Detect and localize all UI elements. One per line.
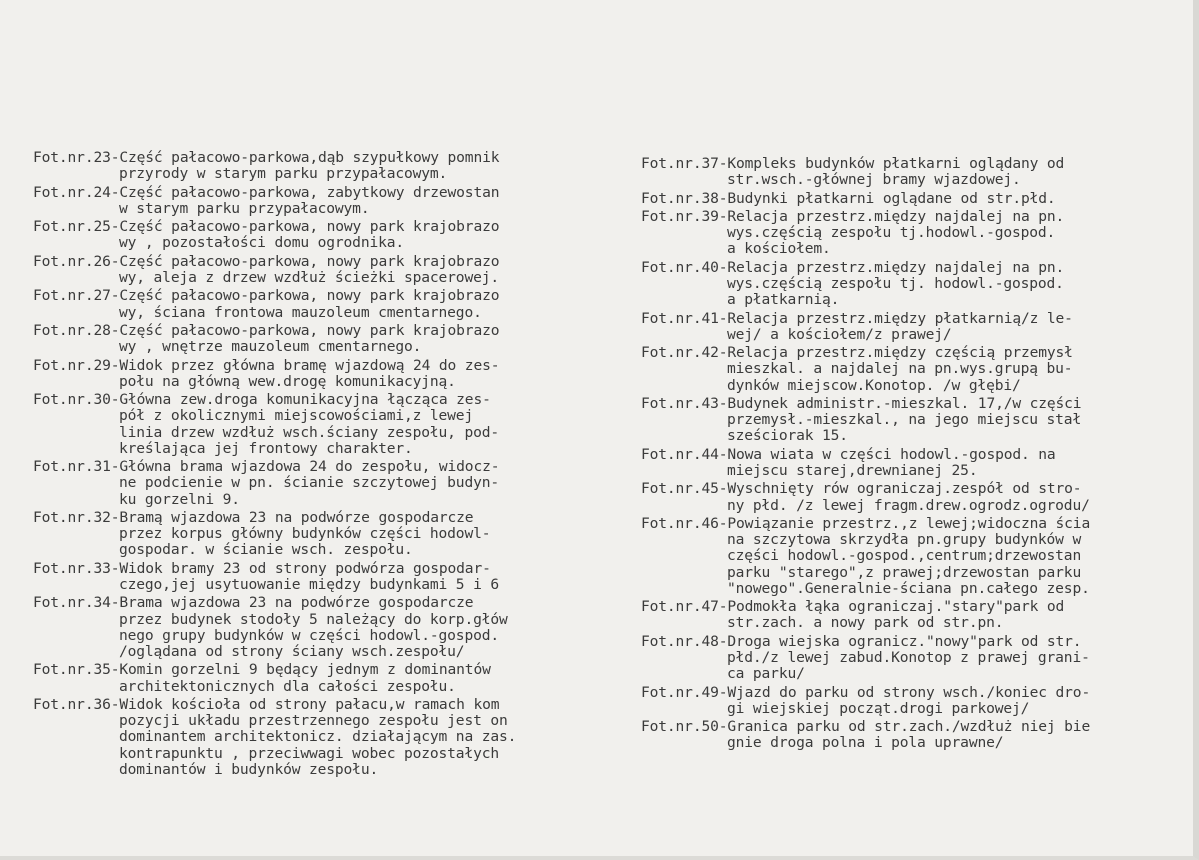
caption-continuation-line: wej/ a kościołem/z prawej/ [727,325,952,343]
caption-continuation-line: mieszkal. a najdalej na pn.wys.grupą bu- [727,360,1073,378]
caption-first-line: Fot.nr.34-Brama wjazdowa 23 na podwórze gospodarcze [33,594,474,612]
photo-caption-entry [33,561,618,593]
photo-caption-entry [641,209,1186,258]
caption-first-line: Fot.nr.43-Budynek administr.-mieszkal. 17,/w części [641,394,1082,412]
caption-continuation-line: kreślająca jej frontowy charakter. [119,439,413,457]
caption-continuation-line: w starym parku przypałacowym. [119,199,370,217]
caption-continuation-line: linia drzew wzdłuż wsch.ściany zespołu, pod- [119,423,499,441]
photo-caption-entry [33,510,618,559]
caption-first-line: Fot.nr.23-Część pałacowo-parkowa,dąb szypułkowy pomnik [33,149,500,166]
photo-caption-entry [641,516,1186,597]
caption-first-line: Fot.nr.37-Kompleks budynków płatkarni oglądany od [641,155,1065,172]
photo-caption-entry [33,392,618,457]
photo-caption-entry [641,260,1186,309]
caption-continuation-line: pół z okolicznymi miejscowościami,z lewej [119,407,474,425]
caption-first-line: Fot.nr.24-Część pałacowo-parkowa, zabytkowy drzewostan [33,183,500,201]
caption-continuation-line: a kościołem. [727,240,831,258]
caption-first-line: Fot.nr.41-Relacja przestrz.między płatkarnią/z le- [641,309,1073,327]
photo-caption-entry [641,156,1186,188]
photo-caption-entry [641,396,1186,445]
photo-caption-entry [33,662,618,694]
caption-continuation-line: wy, ściana frontowa mauzoleum cmentarnego. [119,303,482,321]
photo-caption-entry [641,311,1186,343]
photo-caption-entry [33,219,618,251]
caption-continuation-line: pozycji układu przestrzennego zespołu jest on [119,712,508,730]
photo-caption-entry [33,150,618,182]
caption-first-line: Fot.nr.32-Bramą wjazdowa 23 na podwórze gospodarcze [33,508,474,526]
caption-continuation-line: wys.częścią zespołu tj. hodowl.-gospod. [727,274,1064,292]
left-column [33,150,618,780]
caption-continuation-line: części hodowl.-gospod.,centrum;drzewostan [727,547,1082,565]
caption-first-line: Fot.nr.42-Relacja przestrz.między częścią przemysł [641,344,1073,362]
caption-first-line: Fot.nr.50-Granica parku od str.zach./wzdłuż niej bie [641,718,1091,736]
caption-continuation-line: /oglądana od strony ściany wsch.zespołu/ [119,642,465,660]
caption-continuation-line: str.zach. a nowy park od str.pn. [727,614,1004,632]
caption-first-line: Fot.nr.47-Podmokła łąka ograniczaj."stary"park od [641,598,1065,616]
photo-caption-entry [641,719,1186,751]
caption-continuation-line: przez budynek stodoły 5 należący do korp.głów [119,610,508,628]
caption-continuation-line: dominantem architektonicz. działającym na zas. [119,728,517,746]
caption-first-line: Fot.nr.36-Widok kościoła od strony pałacu,w ramach kom [33,695,500,713]
caption-continuation-line: ne podcienie w pn. ścianie szczytowej budyn- [119,474,499,492]
caption-continuation-line: a płatkarnią. [727,291,840,309]
caption-continuation-line: nego grupy budynków w części hodowl.-gospod. [119,626,499,644]
caption-continuation-line: ny płd. /z lewej fragm.drew.ogrodz.ogrodu/ [727,496,1090,514]
caption-continuation-line: miejscu starej,drewnianej 25. [727,461,978,479]
caption-first-line: Fot.nr.30-Główna zew.droga komunikacyjna łącząca zes- [33,391,491,409]
photo-caption-entry [33,697,618,778]
caption-first-line: Fot.nr.33-Widok bramy 23 od strony podwórza gospodar- [33,559,491,577]
caption-continuation-line: wy , pozostałości domu ogrodnika. [119,234,404,252]
photo-caption-entry [33,358,618,390]
photo-caption-entry [641,345,1186,394]
photo-caption-entry [641,481,1186,513]
caption-continuation-line: gi wiejskiej począt.drogi parkowej/ [727,699,1030,717]
photo-caption-entry [33,254,618,286]
photo-caption-entry [33,459,618,508]
caption-first-line: Fot.nr.27-Część pałacowo-parkowa, nowy park krajobrazo [33,287,500,305]
caption-first-line: Fot.nr.29-Widok przez główna bramę wjazdową 24 do zes- [33,356,500,374]
photo-caption-entry [641,634,1186,683]
caption-first-line: Fot.nr.26-Część pałacowo-parkowa, nowy park krajobrazo [33,252,500,270]
caption-continuation-line: wys.częścią zespołu tj.hodowl.-gospod. [727,224,1056,242]
caption-continuation-line: dominantów i budynków zespołu. [119,760,379,778]
caption-continuation-line: połu na główną wew.drogę komunikacyjną. [119,372,456,390]
photo-caption-entry [641,685,1186,717]
caption-continuation-line: parku "starego",z prawej;drzewostan parku [727,563,1082,581]
right-column [641,156,1186,754]
caption-first-line: Fot.nr.28-Część pałacowo-parkowa, nowy park krajobrazo [33,321,500,339]
caption-continuation-line: sześciorak 15. [727,427,848,445]
caption-first-line: Fot.nr.35-Komin gorzelni 9 będący jednym z dominantów [33,661,491,679]
caption-continuation-line: przyrody w starym parku przypałacowym. [119,165,448,183]
caption-first-line: Fot.nr.25-Część pałacowo-parkowa, nowy park krajobrazo [33,218,500,236]
caption-continuation-line: "nowego".Generalnie-ściana pn.całego zesp. [727,579,1090,597]
caption-continuation-line: ca parku/ [727,665,805,683]
caption-continuation-line: przemysł.-mieszkal., na jego miejscu stał [727,411,1082,429]
caption-first-line: Fot.nr.44-Nowa wiata w części hodowl.-gospod. na [641,445,1056,463]
caption-continuation-line: str.wsch.-głównej bramy wjazdowej. [727,171,1021,189]
caption-continuation-line: architektonicznych dla całości zespołu. [119,677,456,695]
photo-caption-entry [33,185,618,217]
caption-continuation-line: kontrapunktu , przeciwwagi wobec pozostałych [119,744,499,762]
caption-first-line: Fot.nr.48-Droga wiejska ogranicz."nowy"park od str. [641,632,1082,650]
photo-caption-entry [33,323,618,355]
caption-continuation-line: dynków miejscow.Konotop. /w głębi/ [727,376,1021,394]
caption-continuation-line: gnie droga polna i pola uprawne/ [727,734,1004,752]
caption-continuation-line: czego,jej usytuowanie między budynkami 5 i 6 [119,575,499,593]
photo-caption-entry [641,599,1186,631]
photo-caption-entry [641,447,1186,479]
caption-first-line: Fot.nr.39-Relacja przestrz.między najdalej na pn. [641,207,1065,225]
caption-first-line: Fot.nr.40-Relacja przestrz.między najdalej na pn. [641,258,1065,276]
caption-first-line: Fot.nr.46-Powiązanie przestrz.,z lewej;widoczna ścia [641,514,1091,532]
caption-continuation-line: wy , wnętrze mauzoleum cmentarnego. [119,338,422,356]
caption-continuation-line: wy, aleja z drzew wzdłuż ścieżki spacerowej. [119,268,499,286]
caption-continuation-line: ku gorzelni 9. [119,490,240,508]
caption-first-line: Fot.nr.31-Główna brama wjazdowa 24 do zespołu, widocz- [33,458,500,476]
caption-first-line: Fot.nr.49-Wjazd do parku od strony wsch./koniec dro- [641,683,1091,701]
caption-first-line: Fot.nr.38-Budynki płatkarni oglądane od str.płd. [641,189,1056,207]
photo-caption-entry [33,288,618,320]
caption-first-line: Fot.nr.45-Wyschnięty rów ograniczaj.zespół od stro- [641,480,1082,498]
caption-continuation-line: gospodar. w ścianie wsch. zespołu. [119,541,413,559]
caption-continuation-line: płd./z lewej zabud.Konotop z prawej grani- [727,648,1090,666]
photo-caption-entry [641,191,1186,207]
photo-caption-entry [33,595,618,660]
caption-continuation-line: na szczytowa skrzydła pn.grupy budynków w [727,531,1082,549]
caption-continuation-line: przez korpus główny budynków części hodowl- [119,525,491,543]
